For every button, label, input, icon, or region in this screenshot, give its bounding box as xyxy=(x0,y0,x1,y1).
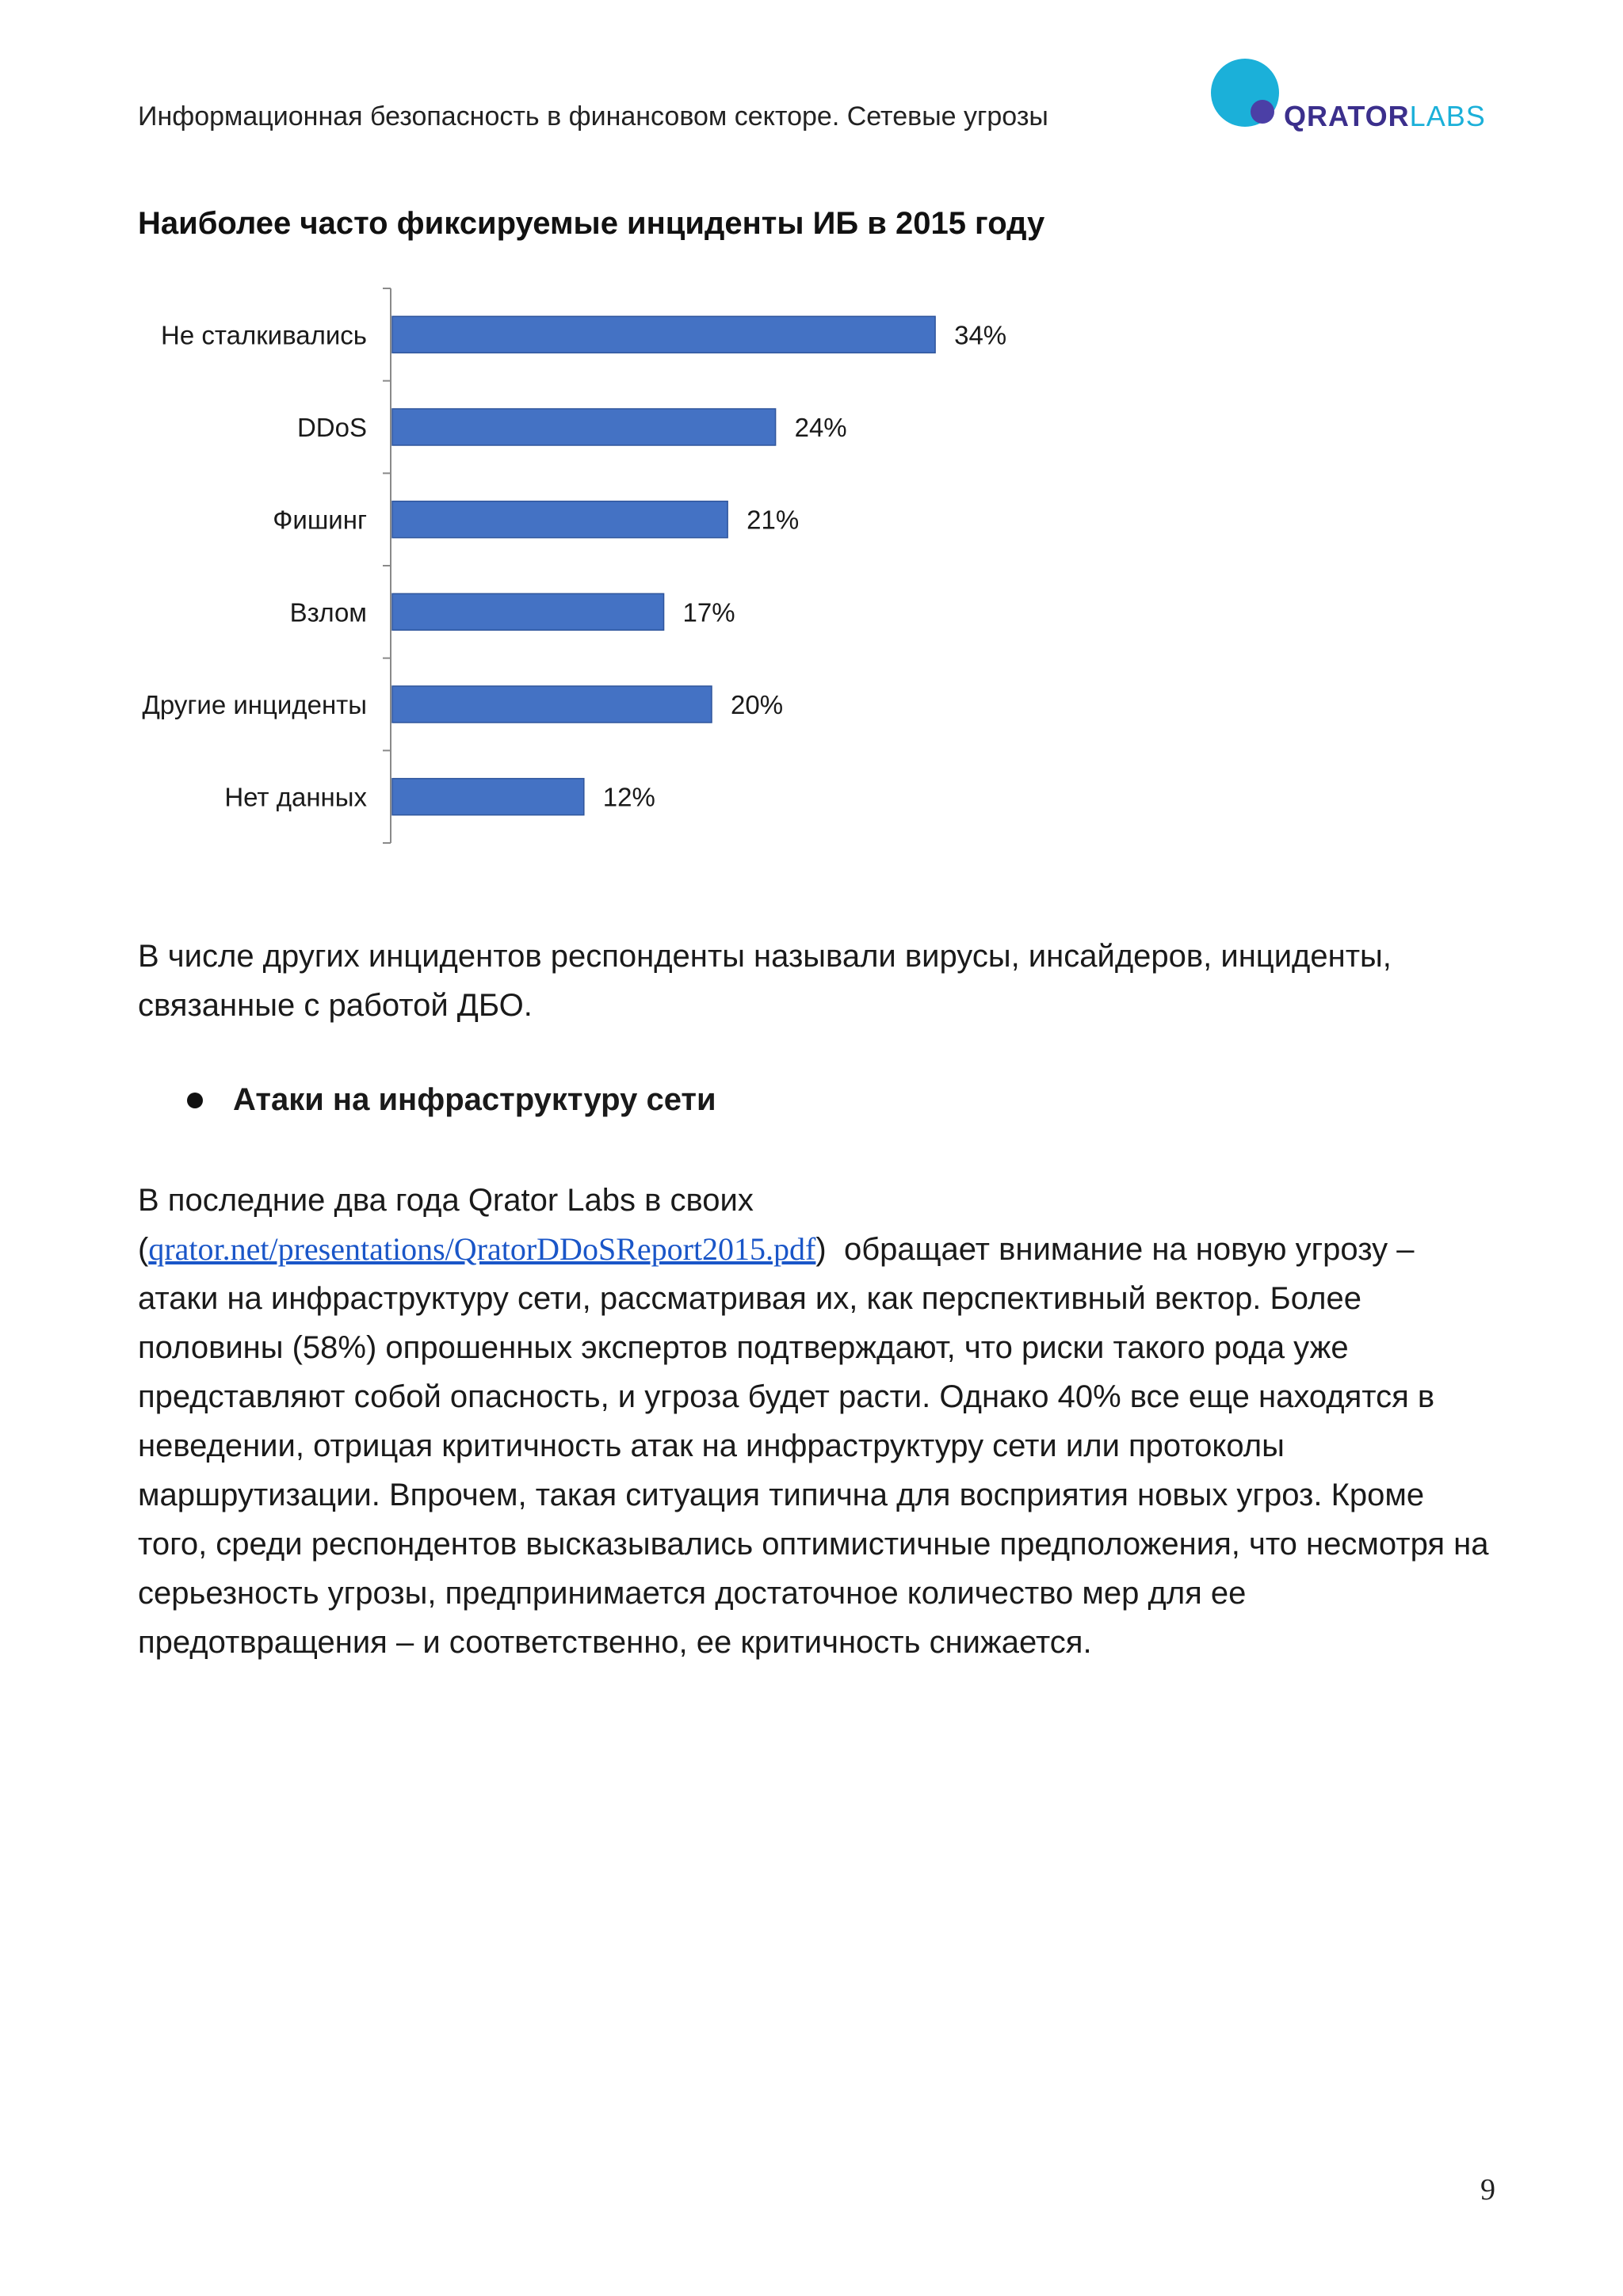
chart-bar xyxy=(392,593,664,630)
bullet-icon xyxy=(187,1093,203,1108)
chart-data-label: 20% xyxy=(731,690,784,719)
chart-bar xyxy=(392,686,712,723)
chart-data-label: 17% xyxy=(682,597,735,627)
bullet-heading xyxy=(187,1082,716,1118)
paren-open: ( xyxy=(138,1232,149,1267)
chart-category-label: Другие инциденты xyxy=(142,690,367,719)
chart-data-label: 21% xyxy=(747,505,800,535)
chart-bar xyxy=(392,779,584,815)
chart-bar xyxy=(392,409,776,445)
logo-wordmark-labs: LABS xyxy=(1409,100,1486,132)
chart-category-label: DDoS xyxy=(296,413,367,442)
paren-close: ) xyxy=(815,1232,827,1267)
bullet-heading-text: Атаки на инфраструктуру сети xyxy=(233,1082,716,1117)
paragraph-infrastructure-attacks xyxy=(138,1176,1501,1667)
paragraph-other-incidents: В числе других инцидентов респонденты называли вирусы, инсайдеров, инциденты, связанные с работой ДБО. xyxy=(138,939,1392,1023)
chart-data-label: 12% xyxy=(602,782,655,812)
logo-wordmark xyxy=(1284,100,1486,133)
chart-heading: Наиболее часто фиксируемые инциденты ИБ в 2015 году xyxy=(138,206,1045,241)
page-number: 9 xyxy=(1480,2173,1495,2206)
logo-wordmark-qrator: QRATOR xyxy=(1284,100,1410,132)
logo-dot-icon xyxy=(1251,100,1274,124)
chart-category-label: Не сталкивались xyxy=(161,320,367,350)
chart-data-label: 24% xyxy=(794,413,847,442)
chart-bar xyxy=(392,316,935,353)
qrator-report-link[interactable]: qrator.net/presentations/QratorDDoSReport2015.pdf xyxy=(148,1231,816,1267)
incidents-bar-chart xyxy=(0,269,1109,871)
chart-bar xyxy=(392,502,727,538)
paragraph-first-line: В последние два года Qrator Labs в своих xyxy=(138,1183,754,1218)
chart-data-label: 34% xyxy=(954,320,1007,350)
paragraph-body: обращает внимание на новую угрозу – атаки на инфраструктуру сети, рассматривая их, как перспективный вектор. Более половины (58%) опрошенных экспертов подтверждают, что риски такого рода уже представляют собой опасность, и угроза будет расти. Однако 40% все еще находятся в неведении, отрицая критичность атак на инфраструктуру сети или протоколы маршрутизации. Впрочем, такая ситуация типична для восприятия новых угроз. Кроме того, среди респондентов высказывались оптимистичные предположения, что несмотря на серьезность угрозы, предпринимается достаточное количество мер для ее предотвращения – и соответственно, ее критичность снижается. xyxy=(138,1232,1498,1660)
chart-category-label: Нет данных xyxy=(224,782,367,812)
document-header-title: Информационная безопасность в финансовом секторе. Сетевые угрозы xyxy=(138,101,1048,132)
chart-category-label: Фишинг xyxy=(273,505,367,535)
qrator-labs-logo xyxy=(1211,59,1486,138)
chart-category-label: Взлом xyxy=(289,597,367,627)
